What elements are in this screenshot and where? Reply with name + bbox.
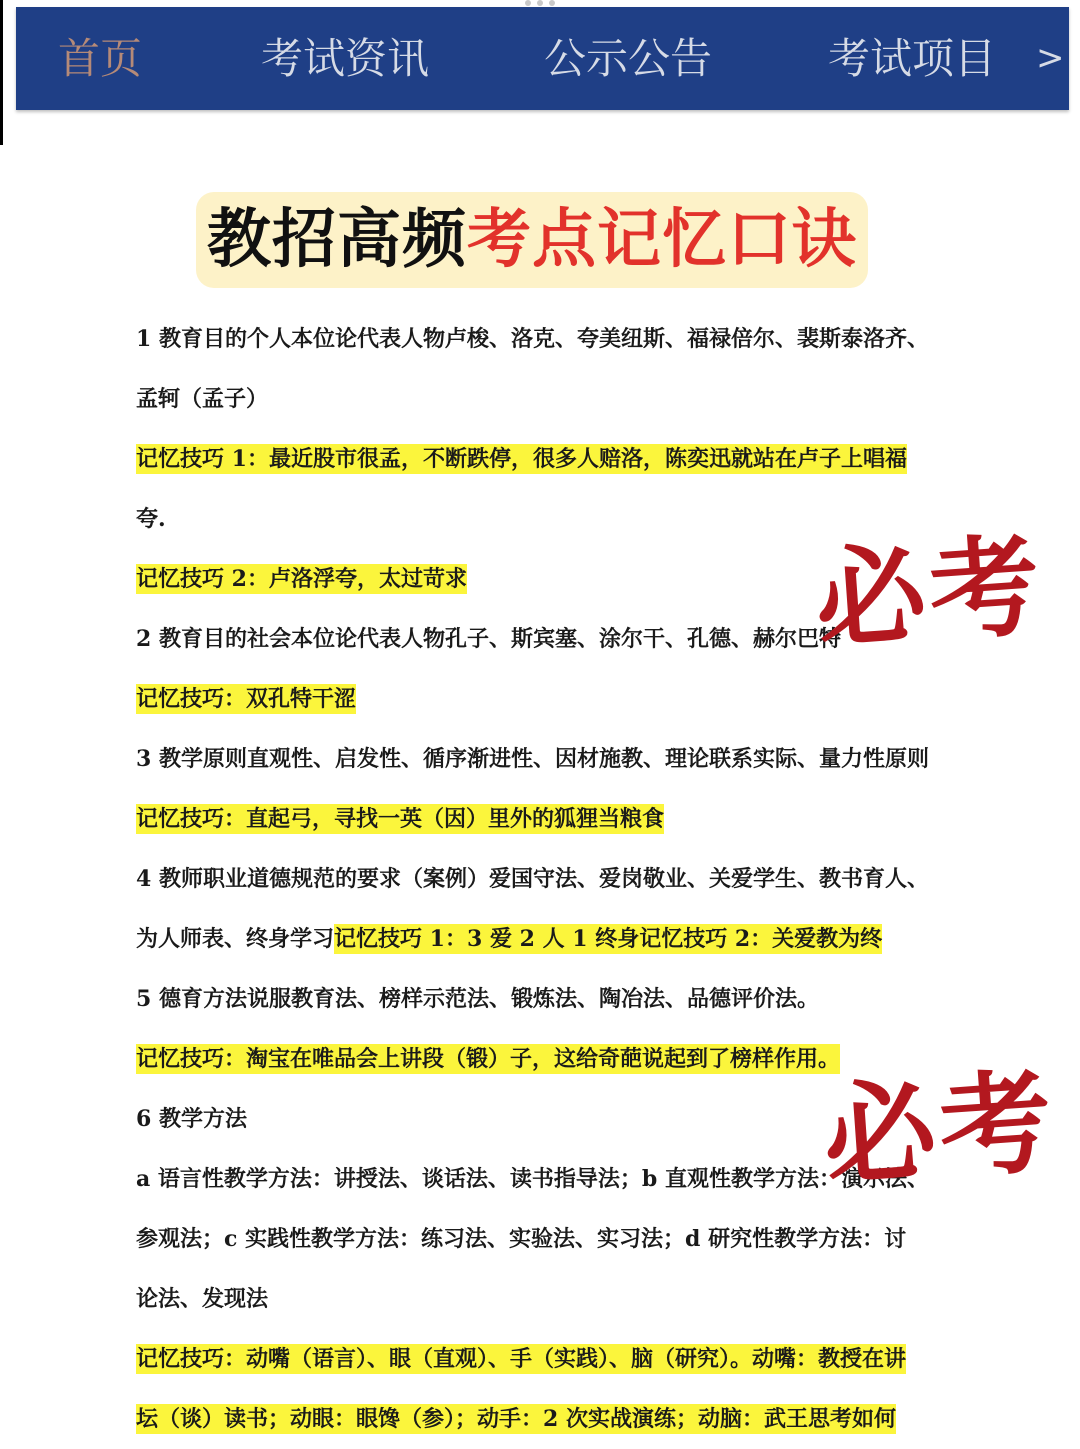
top-navigation-bar xyxy=(16,7,1069,110)
text-line: 5 德育方法说服教育法、榜样示范法、锻炼法、陶冶法、品德评价法。 xyxy=(136,986,819,1012)
nav-item-announcements[interactable]: 公示公告 xyxy=(544,34,713,83)
memory-tip-highlight: 记忆技巧：直起弓，寻找一英（因）里外的狐狸当粮食 xyxy=(136,806,665,832)
chevron-right-icon[interactable]: > xyxy=(1036,38,1065,78)
memory-tip-highlight: 记忆技巧 1：最近股市很孟，不断跌停，很多人赔洛，陈奕迅就站在卢子上唱福 xyxy=(136,446,907,472)
text-line: 6 教学方法 xyxy=(136,1106,247,1132)
article-content xyxy=(136,309,976,1449)
text-segment: 为人师表、终身学习 xyxy=(136,926,335,952)
memory-tip-highlight: 记忆技巧 1：3 爱 2 人 1 终身记忆技巧 2：关爱教为终 xyxy=(334,926,883,952)
text-line: 1 教育目的个人本位论代表人物卢梭、洛克、夸美纽斯、福禄倍尔、裴斯泰洛齐、 xyxy=(136,326,929,352)
text-line: 夸. xyxy=(136,506,166,532)
left-edge-rule xyxy=(0,0,3,145)
nav-item-exam-news[interactable]: 考试资讯 xyxy=(261,34,430,83)
memory-tip-highlight: 坛（谈）读书；动眼：眼馋（参）；动手：2 次实战演练；动脑：武王思考如何 xyxy=(136,1406,896,1432)
must-test-stamp: 必考 xyxy=(819,1057,1060,1203)
must-test-stamp: 必考 xyxy=(811,521,1048,665)
nav-item-exam-projects[interactable]: 考试项目 xyxy=(828,34,997,83)
nav-item-home[interactable]: 首页 xyxy=(58,34,143,83)
text-line: 孟轲（孟子） xyxy=(136,386,269,412)
text-line: 4 教师职业道德规范的要求（案例）爱国守法、爱岗敬业、关爱学生、教书育人、 xyxy=(136,866,929,892)
page-title-black-part: 教招高频 xyxy=(207,202,467,277)
page-title xyxy=(196,192,868,288)
text-line: 参观法；c 实践性教学方法：练习法、实验法、实习法；d 研究性教学方法：讨 xyxy=(136,1226,907,1252)
memory-tip-highlight: 记忆技巧 2：卢洛浮夸，太过苛求 xyxy=(136,566,467,592)
text-line: 论法、发现法 xyxy=(136,1286,269,1312)
page-title-red-part: 考点记忆口诀 xyxy=(467,202,857,277)
memory-tip-highlight: 记忆技巧：动嘴（语言）、眼（直观）、手（实践）、脑（研究）。动嘴：教授在讲 xyxy=(136,1346,907,1372)
text-line: 3 教学原则直观性、启发性、循序渐进性、因材施教、理论联系实际、量力性原则 xyxy=(136,746,929,772)
memory-tip-highlight: 记忆技巧：淘宝在唯品会上讲段（锻）子，这给奇葩说起到了榜样作用。 xyxy=(136,1046,841,1072)
memory-tip-highlight: 记忆技巧：双孔特干涩 xyxy=(136,686,357,712)
text-line: a 语言性教学方法：讲授法、谈话法、读书指导法；b 直观性教学方法：演示法、 xyxy=(136,1166,929,1192)
text-line: 2 教育目的社会本位论代表人物孔子、斯宾塞、涂尔干、孔德、赫尔巴特 xyxy=(136,626,841,652)
